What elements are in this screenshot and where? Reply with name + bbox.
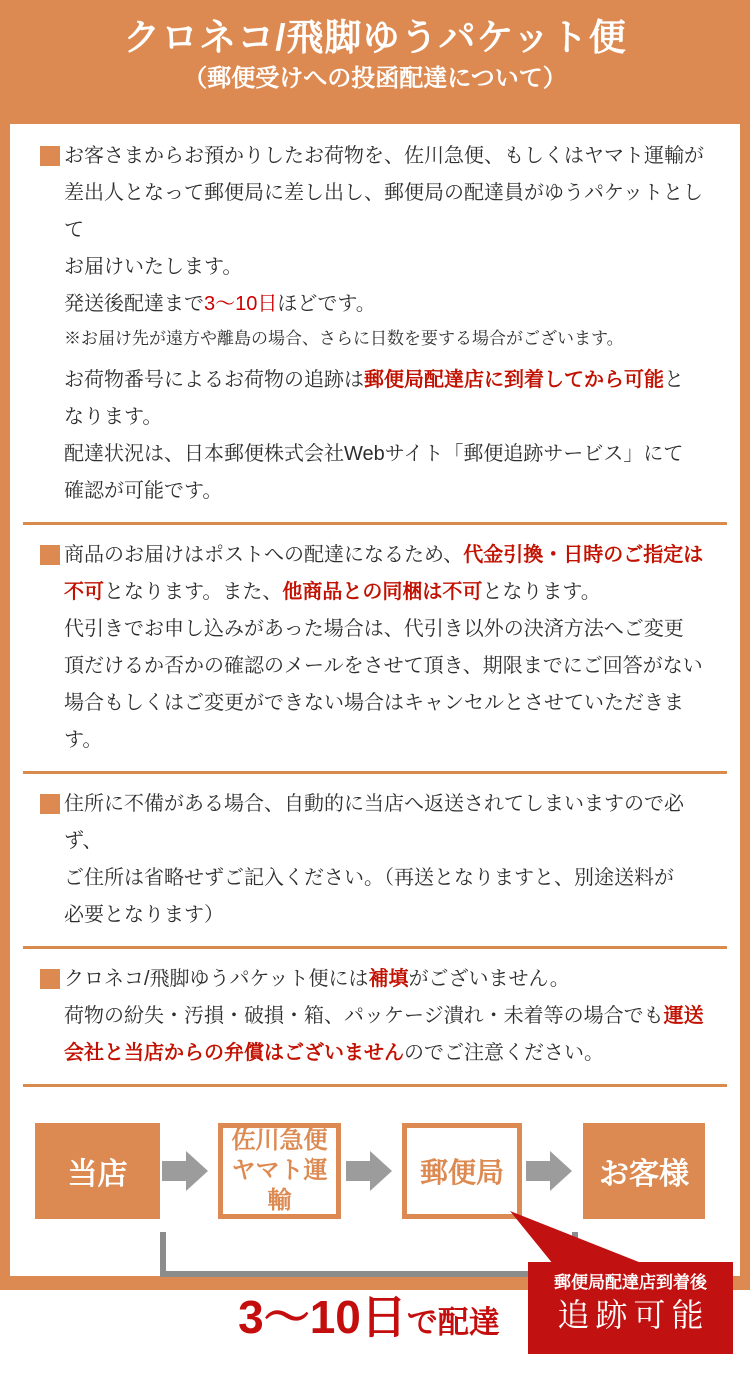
emphasis-text: 他商品との同梱は不可 [282, 581, 483, 603]
arrow-right-icon [526, 1151, 572, 1191]
section-divider [23, 1084, 727, 1087]
section-divider [23, 946, 727, 949]
section-text [64, 961, 722, 1072]
page-subtitle: （郵便受けへの投函配達について） [183, 65, 567, 92]
arrow-right-icon [162, 1151, 208, 1191]
paragraph [64, 323, 722, 354]
bullet-square-icon [40, 545, 60, 565]
header [0, 0, 750, 124]
flow-box-label: 郵便局 [419, 1157, 504, 1188]
flow-box-shop [35, 1123, 160, 1219]
section-no-compensation [10, 961, 740, 1072]
body-text: となります。また、 [104, 581, 283, 603]
body-text: 確認が可能です。 [64, 480, 223, 502]
section-divider [23, 522, 727, 525]
flow-box-label: お客様 [599, 1158, 689, 1191]
body-text: お荷物番号によるお荷物の追跡は [64, 369, 364, 391]
bullet-square-icon [40, 794, 60, 814]
duration-suffix: で配達 [406, 1305, 500, 1340]
body-text: ほどです。 [277, 293, 376, 315]
body-text: クロネコ/飛脚ゆうパケット便には [64, 968, 369, 990]
page-title: クロネコ/飛脚ゆうパケット便 [123, 17, 627, 58]
paragraph [64, 138, 722, 323]
delivery-duration-label [160, 1281, 578, 1347]
paragraph [64, 786, 722, 934]
flow-box-carriers [218, 1123, 341, 1219]
emphasis-text: 補填 [368, 968, 409, 990]
flow-box-label: ヤマト運輸 [231, 1157, 328, 1214]
paragraph [64, 537, 722, 759]
paragraph [64, 362, 722, 510]
section-text [64, 537, 722, 759]
flow-box-label: 当店 [67, 1158, 128, 1191]
flow-box-post-office [402, 1123, 522, 1219]
body-text: と [664, 369, 684, 391]
duration-bracket [160, 1232, 578, 1277]
section-text [64, 786, 722, 934]
body-text: なります。 [64, 406, 163, 428]
body-text: 差出人となって郵便局に差し出し、郵便局の配達員がゆうパケットとして [64, 182, 703, 241]
section-delivery-overview [10, 138, 740, 510]
callout-line2: 追跡可能 [557, 1297, 710, 1333]
section-address-notice [10, 786, 740, 934]
body-text: ※お届け先が遠方や離島の場合、さらに日数を要する場合がございます。 [64, 329, 624, 348]
callout-line1: 郵便局配達店到着後 [554, 1273, 707, 1292]
body-text: のでご注意ください。 [404, 1042, 604, 1064]
body-text: ご住所は省略せずご記入ください。（再送となりますと、別途送料が [64, 867, 674, 889]
bullet-square-icon [40, 146, 60, 166]
body-text: 配達状況は、日本郵便株式会社Webサイト「郵便追跡サービス」にて [64, 443, 684, 465]
duration-days: 3〜10日 [238, 1291, 407, 1343]
body-text: 場合もしくはご変更ができない場合はキャンセルとさせていただきます。 [64, 692, 684, 751]
body-text: となります。 [482, 581, 601, 603]
bullet-square-icon [40, 969, 60, 989]
emphasis-text: 3〜10日 [204, 293, 278, 315]
section-restrictions [10, 537, 740, 759]
body-text: 荷物の紛失・汚損・破損・箱、パッケージ潰れ・未着等の場合でも [64, 1005, 664, 1027]
emphasis-text: 郵便局配達店に到着してから可能 [364, 369, 664, 391]
emphasis-text: 運送 [663, 1005, 704, 1027]
emphasis-text: 会社と当店からの弁償はございません [64, 1042, 404, 1064]
body-text: がございません。 [408, 968, 570, 990]
emphasis-text: 代金引換・日時のご指定は [463, 544, 704, 566]
flow-box-label: 佐川急便 [231, 1127, 328, 1154]
body-text: お届けいたします。 [64, 256, 243, 278]
tracking-callout [528, 1262, 733, 1354]
paragraph [64, 961, 722, 1072]
body-text: 発送後配達まで [64, 293, 204, 315]
body-text: 代引きでお申し込みがあった場合は、代引き以外の決済方法へご変更 [64, 618, 684, 640]
body-text: お客さまからお預かりしたお荷物を、佐川急便、もしくはヤマト運輸が [64, 145, 704, 167]
emphasis-text: 不可 [64, 581, 104, 603]
flow-box-customer [583, 1123, 705, 1219]
body-text: 商品のお届けはポストへの配達になるため、 [64, 544, 464, 566]
section-text [64, 138, 722, 510]
body-text: 頂だけるか否かの確認のメールをさせて頂き、期限までにご回答がない [64, 655, 703, 677]
delivery-flow-diagram [10, 1123, 740, 1375]
arrow-right-icon [346, 1151, 392, 1191]
section-divider [23, 771, 727, 774]
body-text: 住所に不備がある場合、自動的に当店へ返送されてしまいますので必ず、 [64, 793, 684, 852]
body-text: 必要となります） [64, 904, 224, 926]
content-panel [10, 124, 740, 1343]
